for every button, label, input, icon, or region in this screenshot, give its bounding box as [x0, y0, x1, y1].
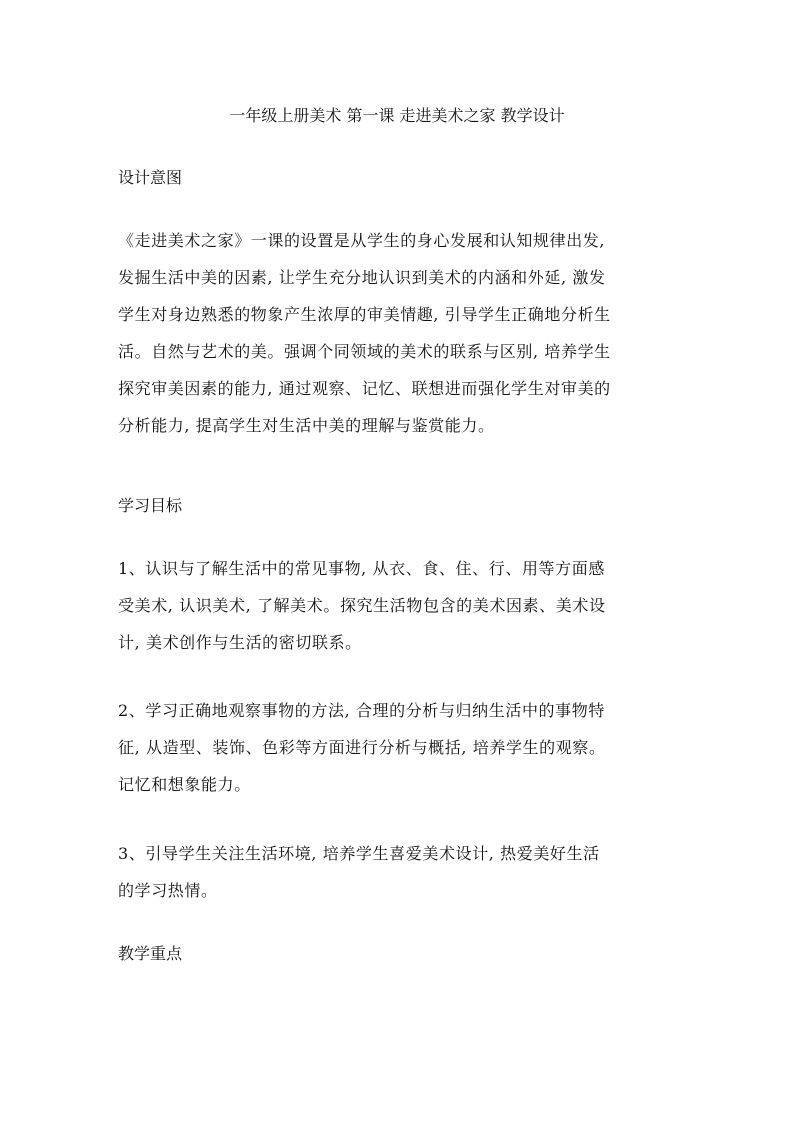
paragraph-line: 1、认识与了解生活中的常见事物, 从衣、食、住、行、用等方面感: [118, 559, 605, 578]
paragraph-line: 3、引导学生关注生活环境, 培养学生喜爱美术设计, 热爱美好生活: [118, 844, 600, 863]
paragraph-line: 计, 美术创作与生活的密切联系。: [118, 633, 362, 652]
section-heading-design-intent: 设计意图: [118, 168, 183, 187]
document-title: 一年级上册美术 第一课 走进美术之家 教学设计: [229, 106, 565, 125]
paragraph-line: 《走进美术之家》一课的设置是从学生的身心发展和认知规律出发,: [118, 231, 606, 250]
paragraph-line: 探究审美因素的能力, 通过观察、记忆、联想进而强化学生对审美的: [118, 379, 611, 398]
paragraph-line: 受美术, 认识美术, 了解美术。探究生活物包含的美术因素、美术设: [118, 596, 606, 615]
design-intent-paragraph: [118, 222, 690, 444]
section-heading-objectives: 学习目标: [118, 496, 183, 515]
objective-item-1: [118, 550, 690, 661]
paragraph-line: 学生对身边熟悉的物象产生浓厚的审美情趣, 引导学生正确地分析生: [118, 305, 611, 324]
paragraph-line: 发掘生活中美的因素, 让学生充分地认识到美术的内涵和外延, 激发: [118, 268, 606, 287]
paragraph-line: 的学习热情。: [118, 881, 218, 900]
paragraph-line: 2、学习正确地观察事物的方法, 合理的分析与归纳生活中的事物特: [118, 701, 605, 720]
paragraph-line: 分析能力, 提高学生对生活中美的理解与鉴赏能力。: [118, 416, 495, 435]
objective-item-2: [118, 692, 690, 803]
paragraph-line: 活。自然与艺术的美。强调个同领域的美术的联系与区别, 培养学生: [118, 342, 611, 361]
paragraph-line: 记忆和想象能力。: [118, 775, 251, 794]
section-heading-key-points: 教学重点: [118, 944, 183, 963]
paragraph-line: 征, 从造型、装饰、色彩等方面进行分析与概括, 培养学生的观察。: [118, 738, 606, 757]
objective-item-3: [118, 835, 690, 909]
